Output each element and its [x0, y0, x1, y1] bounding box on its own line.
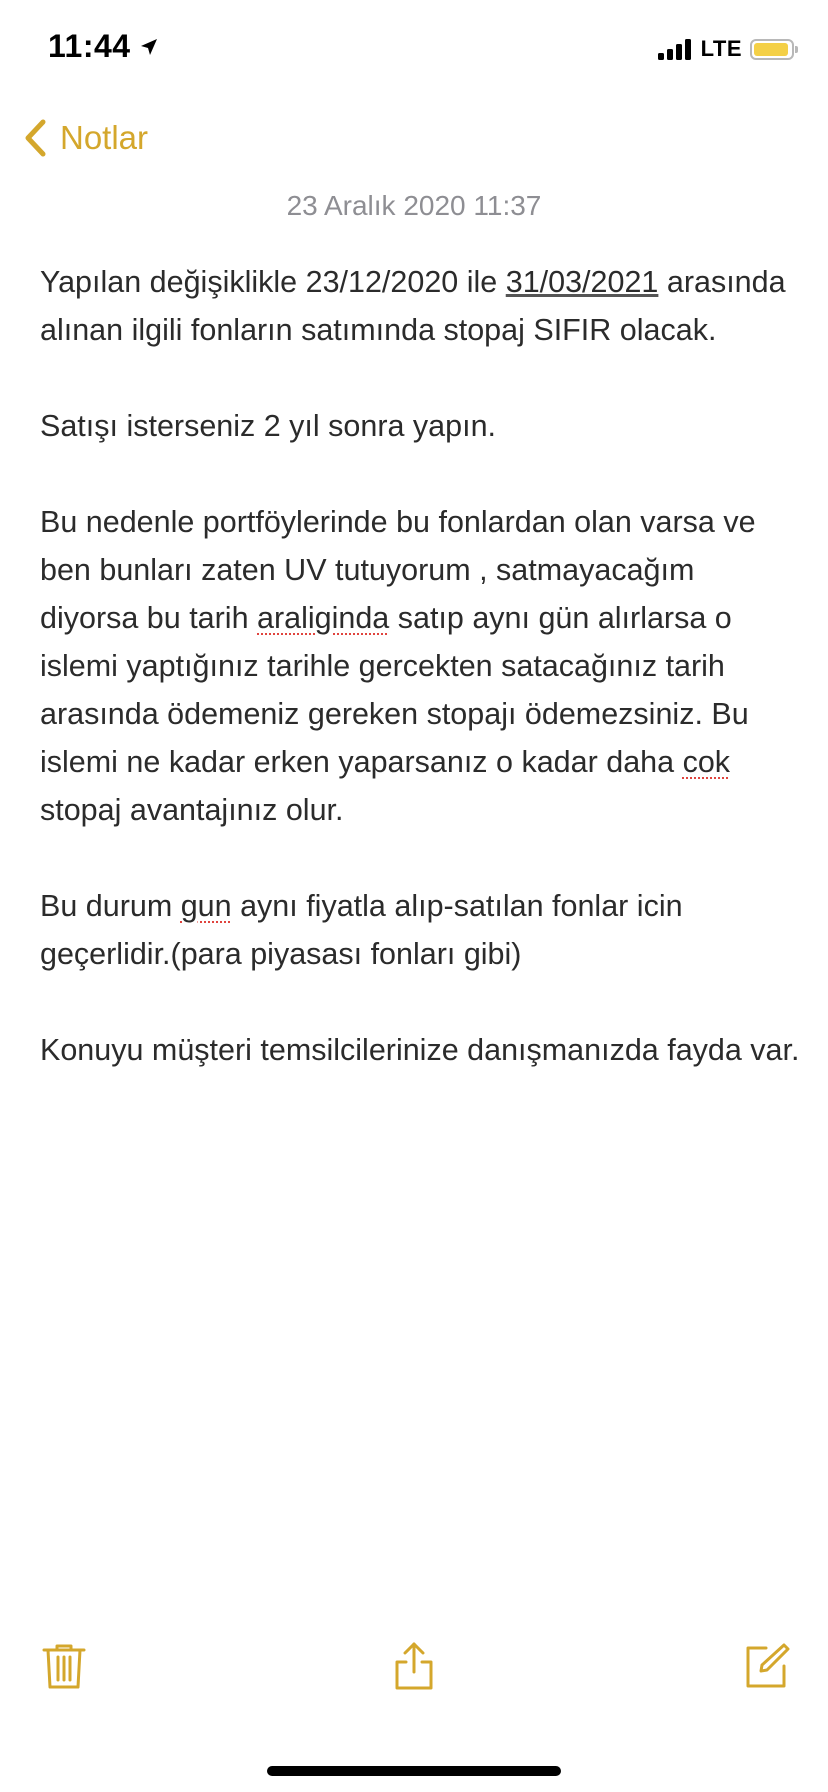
- delete-button[interactable]: [38, 1640, 90, 1692]
- underlined-date-text: 31/03/2021: [505, 265, 659, 299]
- share-button[interactable]: [388, 1640, 440, 1692]
- note-text: Bu nedenle portföylerinde bu fonlardan olan varsa ve ben bunları zaten UV tutuyorum , satmayacağım diyorsa bu tarih: [40, 505, 756, 635]
- misspelled-word: araliginda: [257, 601, 390, 635]
- compose-button[interactable]: [740, 1640, 792, 1692]
- note-text: Konuyu müşteri temsilcilerinize danışmanızda fayda var.: [40, 1033, 800, 1067]
- battery-cap: [795, 46, 798, 53]
- trash-icon: [38, 1640, 90, 1692]
- network-label: LTE: [700, 36, 742, 61]
- note-paragraph: [40, 498, 800, 834]
- back-label: Notlar: [60, 119, 149, 156]
- note-text: aynı fiyatla alıp-satılan fonlar icin geçerlidir.(para piyasası fonları gibi): [40, 889, 683, 971]
- status-indicators: [658, 36, 794, 62]
- misspelled-word: gun: [180, 889, 232, 923]
- note-paragraph: [40, 882, 800, 978]
- time-label: 11:44: [48, 28, 131, 64]
- note-text: stopaj avantajınız olur.: [40, 793, 344, 827]
- note-text: Bu durum: [40, 889, 181, 923]
- location-arrow-icon: [139, 37, 159, 57]
- battery-icon: [750, 39, 794, 60]
- note-date: 23 Aralık 2020 11:37: [286, 190, 542, 221]
- note-body[interactable]: [40, 258, 800, 1122]
- misspelled-word: cok: [682, 745, 731, 779]
- home-indicator[interactable]: [267, 1766, 561, 1776]
- note-paragraph: [40, 258, 800, 354]
- note-paragraph: [40, 1026, 800, 1074]
- share-icon: [388, 1640, 440, 1692]
- status-time: [48, 28, 159, 65]
- compose-icon: [740, 1640, 792, 1692]
- note-paragraph: [40, 402, 800, 450]
- status-bar: [0, 0, 828, 100]
- note-text: Yapılan değişiklikle 23/12/2020 ile: [40, 265, 506, 299]
- chevron-left-icon: [22, 118, 48, 158]
- cellular-signal-icon: [658, 38, 691, 60]
- battery-level: [754, 43, 788, 56]
- note-text: satıp aynı gün alırlarsa o islemi yaptığınız tarihle gercekten satacağınız tarih arasında ödemeniz gereken stopajı ödemezsiniz. Bu islemi ne kadar erken yaparsanız o kadar daha: [40, 601, 749, 779]
- bottom-toolbar: [0, 1640, 828, 1710]
- note-text: Satışı isterseniz 2 yıl sonra yapın.: [40, 409, 497, 443]
- back-button[interactable]: [22, 118, 148, 158]
- note-text: arasında alınan ilgili fonların satımında stopaj SIFIR olacak.: [40, 265, 786, 347]
